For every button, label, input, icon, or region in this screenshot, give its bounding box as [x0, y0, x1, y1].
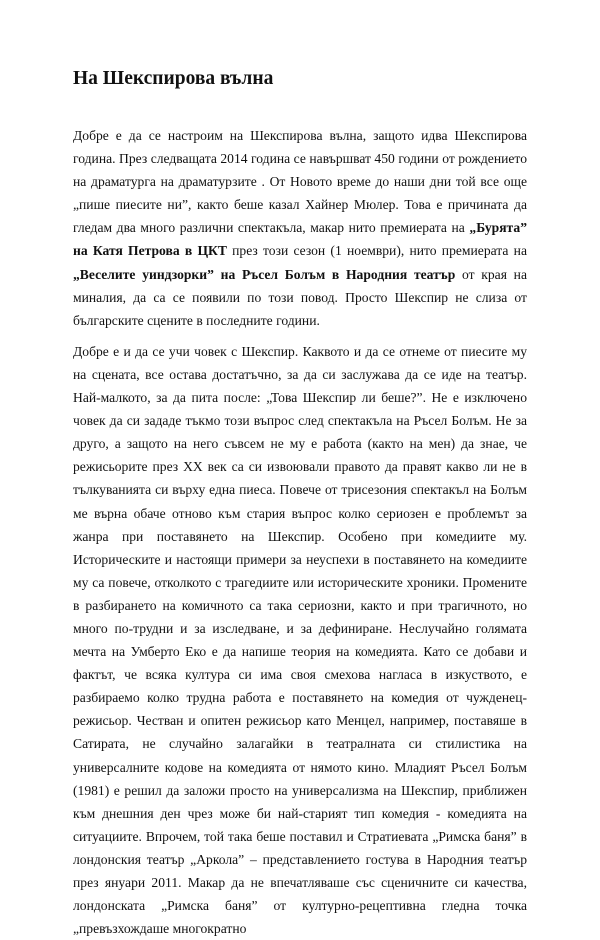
article-body — [73, 124, 527, 940]
bold-reference-tempest: „Бурята” на Катя Петрова в ЦКТ — [73, 220, 527, 259]
intro-text-1: Добре е да се настроим на Шекспирова вълна, защото идва Шекспирова година. През следващата 2014 година се навършват 450 години от рождението на драматурга на драматурзите . От Новото време до наши дни той все още „пише пиесите ни”, както беше казал Хайнер Мюлер. Това е причината да гледам два много различни спектакъла, макар нито премиерата на — [73, 128, 527, 236]
intro-text-3: от края на миналия, да са се появили по този повод. Просто Шекспир не слиза от българските сцените в последните години. — [73, 266, 527, 328]
page-title: На Шекспирова вълна — [73, 68, 274, 89]
intro-text-2: през този сезон (1 ноември), нито премиерата на — [226, 243, 527, 259]
bold-reference-merry-wives: „Веселите уиндзорки” на Ръсел Болъм в Народния театър — [73, 266, 456, 282]
paragraph-intro — [73, 124, 527, 332]
paragraph-second: Добре е и да се учи човек с Шекспир. Каквото и да се отнеме от пиесите му на сцената, все остава достатъчно, за да си заслужава да се иде на театър. Най-малкото, за да пита после: „Това Шекспир ли беше?”. Не е изключено човек да си зададе тъкмо този въпрос след спектакъла на Ръсел Болъм. Не за друго, а защото на него съвсем не му е работа (както на мен) да знае, че режисьорите през ХХ век са си извоювали правото да правят какво ли не в тълкуванията си върху една пиеса. Повече от трисезония спектакъл на Болъм ме върна обаче отново към стария въпрос колко сериозен е проблемът за жанра при поставянето на Шекспир. Особено при комедиите му. Историческите и настоящи примери за неуспехи в поставянето на комедиите му са повече, отколкото с трагедиите или историческите хроники. Промените в разбирането на комичното са така сериозни, както и при трагичното, но много по-трудни и за изследване, и за дефиниране. Неслучайно голямата мечта на Умберто Еко е да напише теория на комедията. Като се добави и фактът, че всяка култура си има своя смехова нагласа в изкуството, е разбираемо колко трудна работа е поставянето на комедия от чужденец-режисьор. Честван и опитен режисьор като Менцел, например, поставяше в Сатирата, не случайно залагайки в театралната си стилистика на универсалните кодове на комедията от нямото кино. Младият Ръсел Болъм (1981) е решил да заложи просто на универсализма на Шекспир, приближен към днешния ден чрез може би най-старият тип комедия - комедията на ситуациите. Впрочем, той така беше поставил и Стратиевата „Римска баня” в лондонския театър „Арколa” – представлението гостува в Народния театър през януари 2011. Макар да не впечатляваше със сценичните си качества, лондонската „Римска баня” от културно-рецептивна гледна точка „превъзхождаше многократно — [73, 343, 527, 937]
